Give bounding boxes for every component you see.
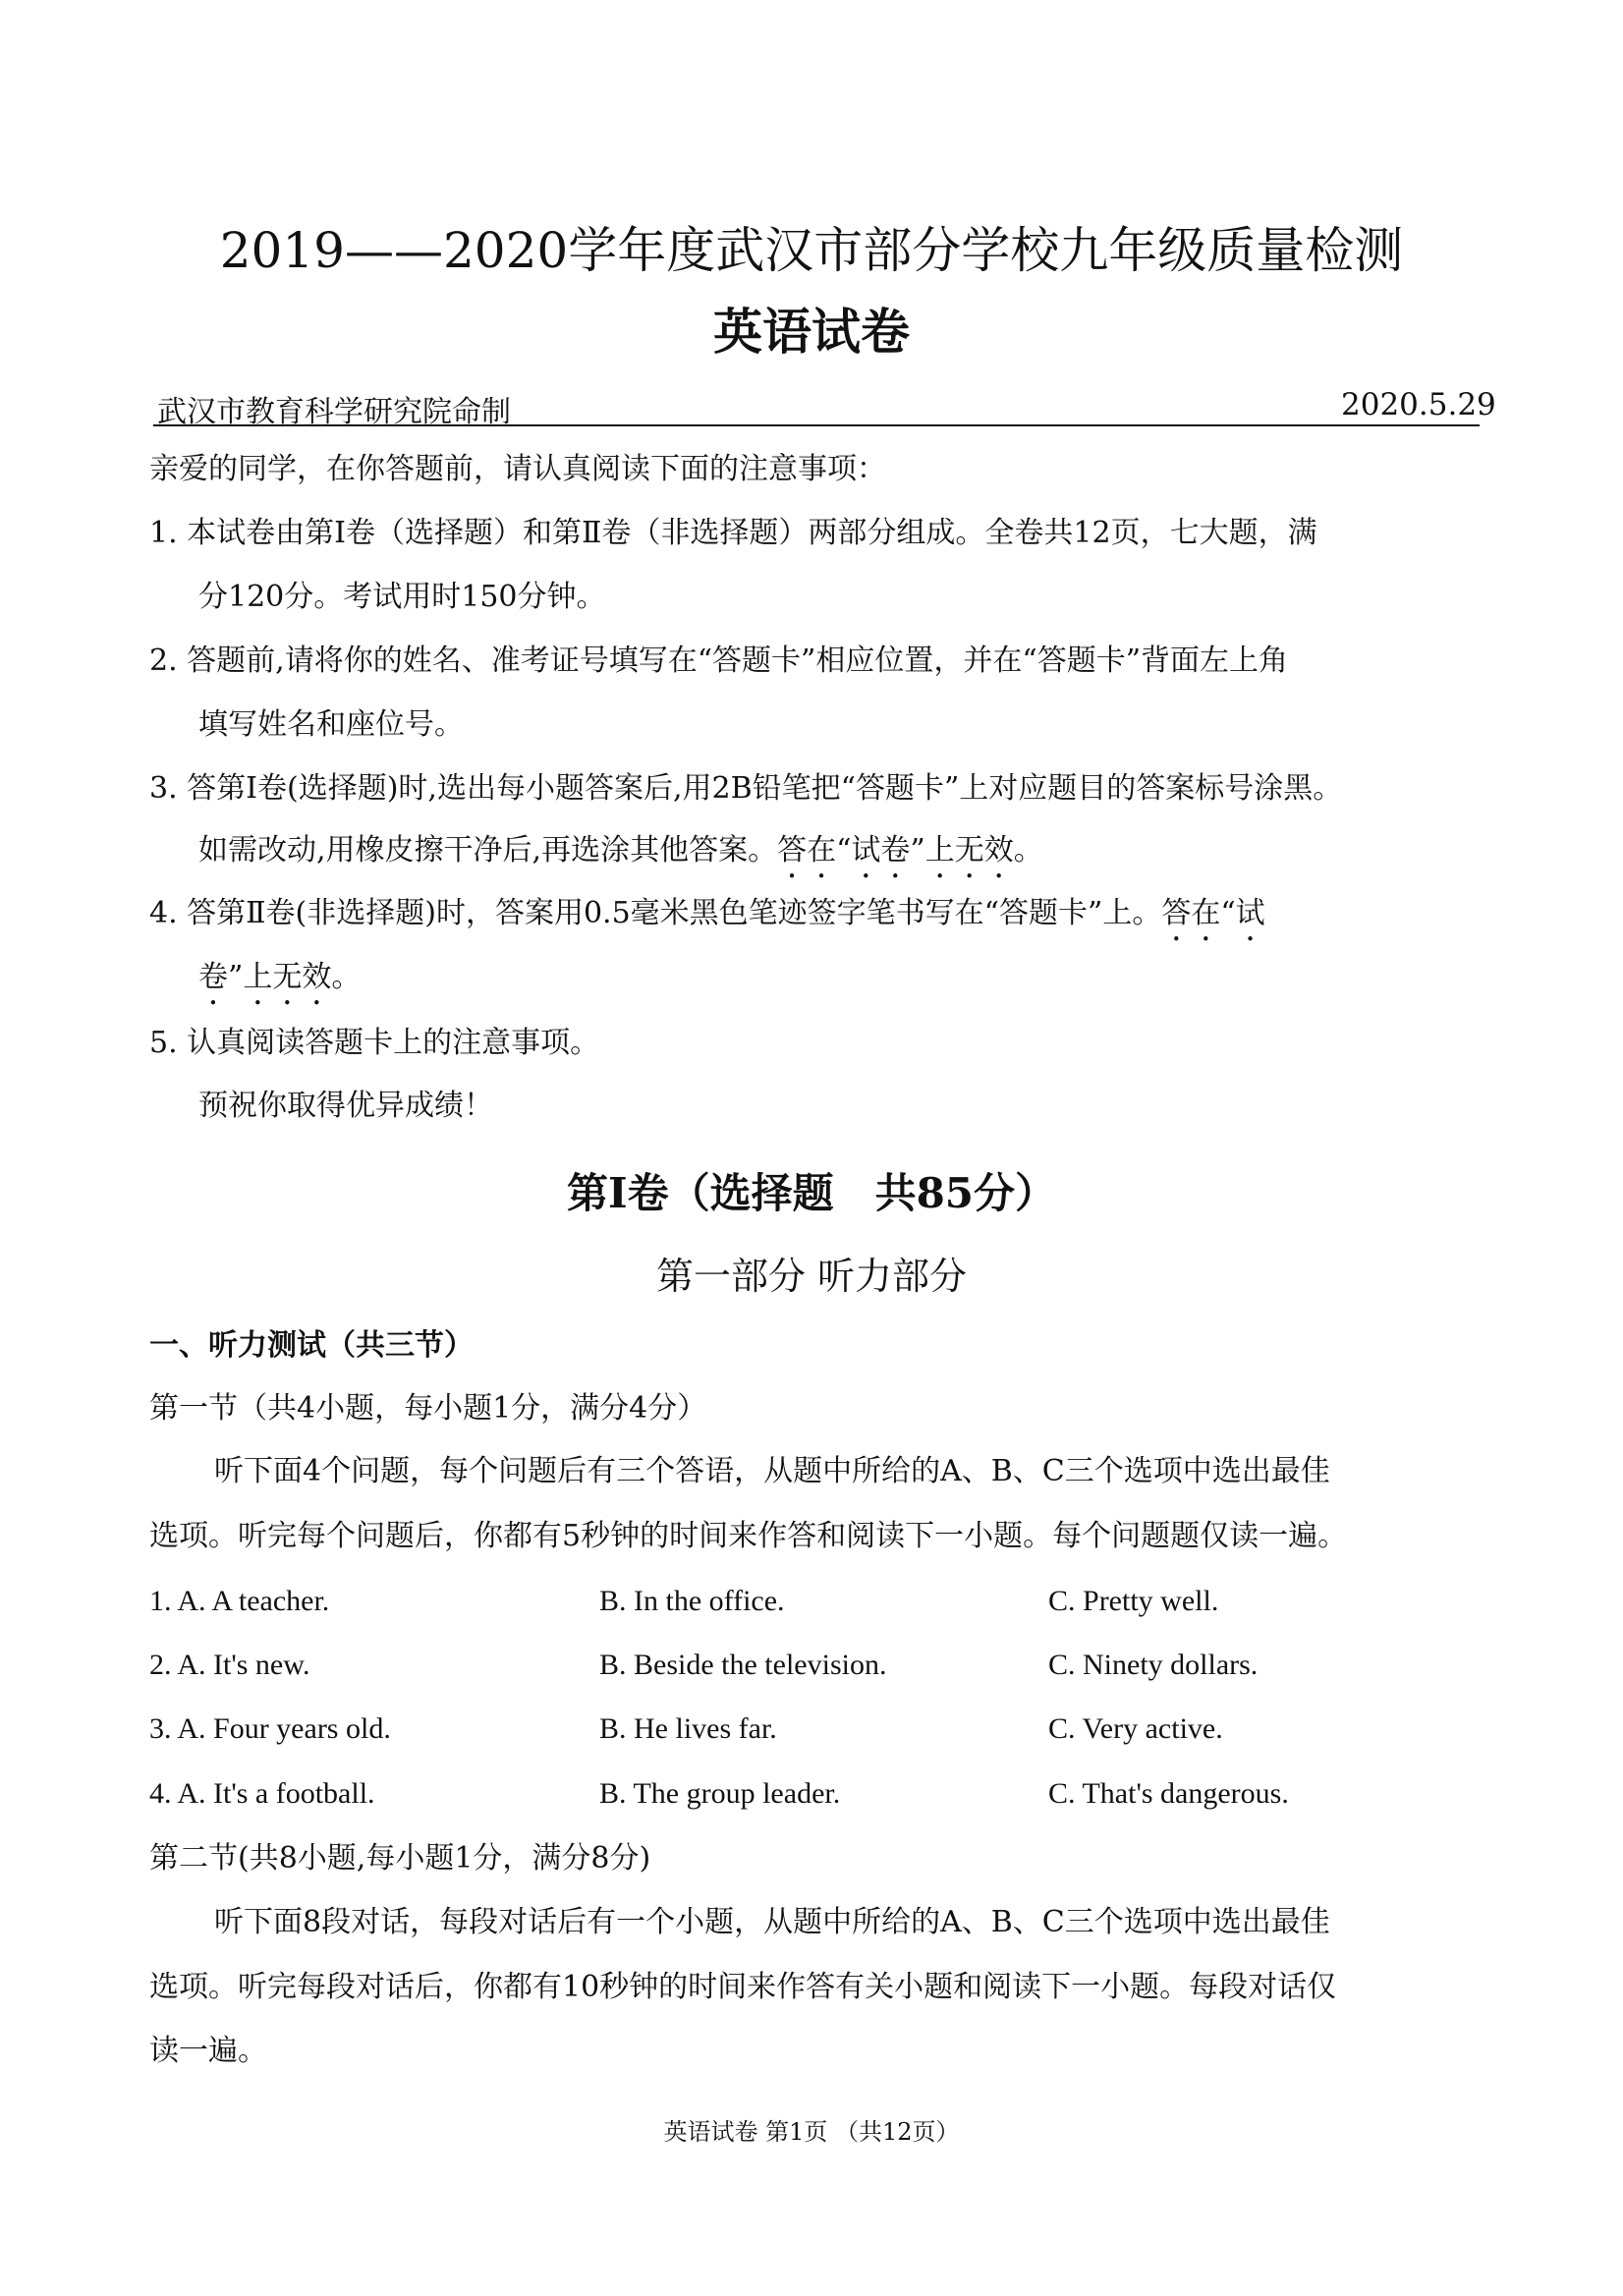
- section-1-heading: 第一节（共4小题，每小题1分，满分4分）: [149, 1391, 707, 1426]
- question-2-option-b: B. Beside the television.: [599, 1649, 887, 1681]
- notice-item-4-emphasis: 答在“试: [1161, 896, 1265, 930]
- question-2-option-c: C. Ninety dollars.: [1048, 1649, 1259, 1681]
- section-2-instructions-line-1: 听下面8段对话，每段对话后有一个小题，从题中所给的A、B、C三个选项中选出最佳: [214, 1905, 1330, 1939]
- notice-item-4-text: 4. 答第Ⅱ卷(非选择题)时，答案用0.5毫米黑色笔迹签字笔书写在“答题卡”上。: [149, 896, 1162, 930]
- part-1-title: 第Ⅰ卷（选择题 共85分）: [566, 1169, 1057, 1217]
- part-1-subtitle: 第一部分 听力部分: [655, 1255, 968, 1298]
- notice-item-3-line-1: 3. 答第Ⅰ卷(选择题)时,选出每小题答案后,用2B铅笔把“答题卡”上对应题目的答案标号涂黑。: [149, 771, 1343, 806]
- question-4-option-a: 4. A. It's a football.: [149, 1777, 375, 1810]
- notice-item-1-line-2: 分120分。考试用时150分钟。: [198, 580, 606, 614]
- notice-item-2-line-2: 填写姓名和座位号。: [198, 707, 464, 742]
- section-2-heading: 第二节(共8小题,每小题1分，满分8分): [149, 1841, 651, 1876]
- exam-title: 2019——2020学年度武汉市部分学校九年级质量检测: [219, 222, 1404, 279]
- section-1-instructions-line-1: 听下面4个问题，每个问题后有三个答语，从题中所给的A、B、C三个选项中选出最佳: [214, 1454, 1330, 1488]
- question-1-option-b: B. In the office.: [599, 1585, 785, 1617]
- page-footer: 英语试卷 第1页 （共12页）: [663, 2118, 960, 2146]
- header-rule: [153, 424, 1480, 426]
- question-4-option-c: C. That's dangerous.: [1048, 1777, 1289, 1810]
- notice-item-3-emphasis: 答在“试卷”上无效。: [777, 833, 1043, 868]
- question-3-option-c: C. Very active.: [1048, 1712, 1223, 1745]
- exam-date: 2020.5.29: [1341, 387, 1496, 422]
- notice-wish: 预祝你取得优异成绩！: [198, 1089, 493, 1123]
- notice-item-4-line-1: [149, 894, 1265, 948]
- section-1-instructions-line-2: 选项。听完每个问题后，你都有5秒钟的时间来作答和阅读下一小题。每个问题题仅读一遍。: [149, 1519, 1348, 1553]
- notice-intro: 亲爱的同学，在你答题前，请认真阅读下面的注意事项：: [149, 452, 886, 486]
- listening-heading: 一、听力测试（共三节）: [149, 1328, 474, 1363]
- question-4-option-b: B. The group leader.: [599, 1777, 841, 1810]
- notice-item-4-line-2: 卷”上无效。: [198, 960, 362, 994]
- question-1-option-c: C. Pretty well.: [1048, 1585, 1219, 1617]
- notice-item-3-line-2: [198, 831, 1043, 885]
- notice-item-1-line-1: 1. 本试卷由第Ⅰ卷（选择题）和第Ⅱ卷（非选择题）两部分组成。全卷共12页，七大题，满: [149, 516, 1317, 550]
- question-3-option-b: B. He lives far.: [599, 1712, 777, 1745]
- notice-item-5: 5. 认真阅读答题卡上的注意事项。: [149, 1026, 600, 1060]
- notice-item-2-line-1: 2. 答题前,请将你的姓名、准考证号填写在“答题卡”相应位置，并在“答题卡”背面左上角: [149, 644, 1289, 678]
- question-2-option-a: 2. A. It's new.: [149, 1649, 310, 1681]
- issuer: 武汉市教育科学研究院命制: [157, 395, 511, 429]
- section-2-instructions-line-3: 读一遍。: [149, 2034, 267, 2068]
- question-1-option-a: 1. A. A teacher.: [149, 1585, 330, 1617]
- notice-item-3-text: 如需改动,用橡皮擦干净后,再选涂其他答案。: [198, 833, 778, 868]
- exam-subtitle: 英语试卷: [713, 303, 910, 361]
- question-3-option-a: 3. A. Four years old.: [149, 1712, 391, 1745]
- section-2-instructions-line-2: 选项。听完每段对话后，你都有10秒钟的时间来作答有关小题和阅读下一小题。每段对话仅: [149, 1970, 1337, 2004]
